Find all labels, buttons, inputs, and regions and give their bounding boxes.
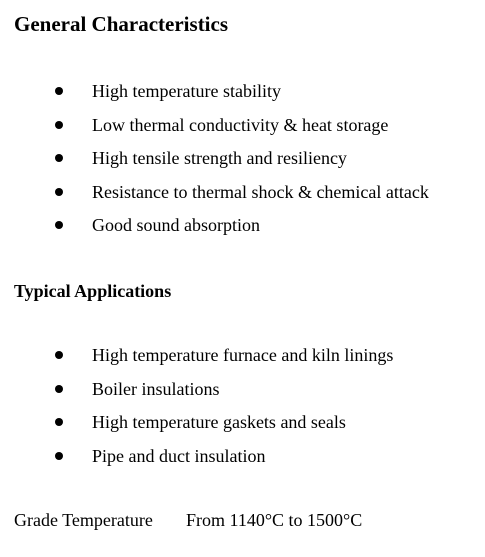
bullet-icon bbox=[55, 452, 63, 460]
bullet-icon bbox=[55, 188, 63, 196]
list-item-text: Resistance to thermal shock & chemical attack bbox=[92, 181, 429, 202]
list-item-text: High temperature furnace and kiln linings bbox=[92, 345, 394, 365]
list-item-text: Boiler insulations bbox=[92, 378, 220, 399]
grade-temperature-value: From 1140°C to 1500°C bbox=[186, 510, 363, 530]
list-item-text: High temperature gaskets and seals bbox=[92, 412, 346, 432]
list-item-text: Low thermal conductivity & heat storage bbox=[92, 114, 389, 135]
grade-temperature-label: Grade Temperature bbox=[14, 510, 153, 530]
bullet-icon bbox=[55, 121, 63, 129]
list-item-text: Good sound absorption bbox=[92, 215, 260, 235]
bullet-icon bbox=[55, 154, 63, 162]
bullet-icon bbox=[55, 385, 63, 393]
list-item-text: Pipe and duct insulation bbox=[92, 445, 266, 466]
typical-applications-heading: Typical Applications bbox=[14, 281, 172, 301]
list-item-text: High temperature stability bbox=[92, 81, 281, 101]
grade-temperature-row bbox=[14, 506, 363, 534]
list-item-text: High tensile strength and resiliency bbox=[92, 148, 347, 168]
bullet-icon bbox=[55, 351, 63, 359]
bullet-icon bbox=[55, 87, 63, 95]
bullet-icon bbox=[55, 418, 63, 426]
bullet-icon bbox=[55, 221, 63, 229]
general-characteristics-heading: General Characteristics bbox=[14, 12, 229, 36]
